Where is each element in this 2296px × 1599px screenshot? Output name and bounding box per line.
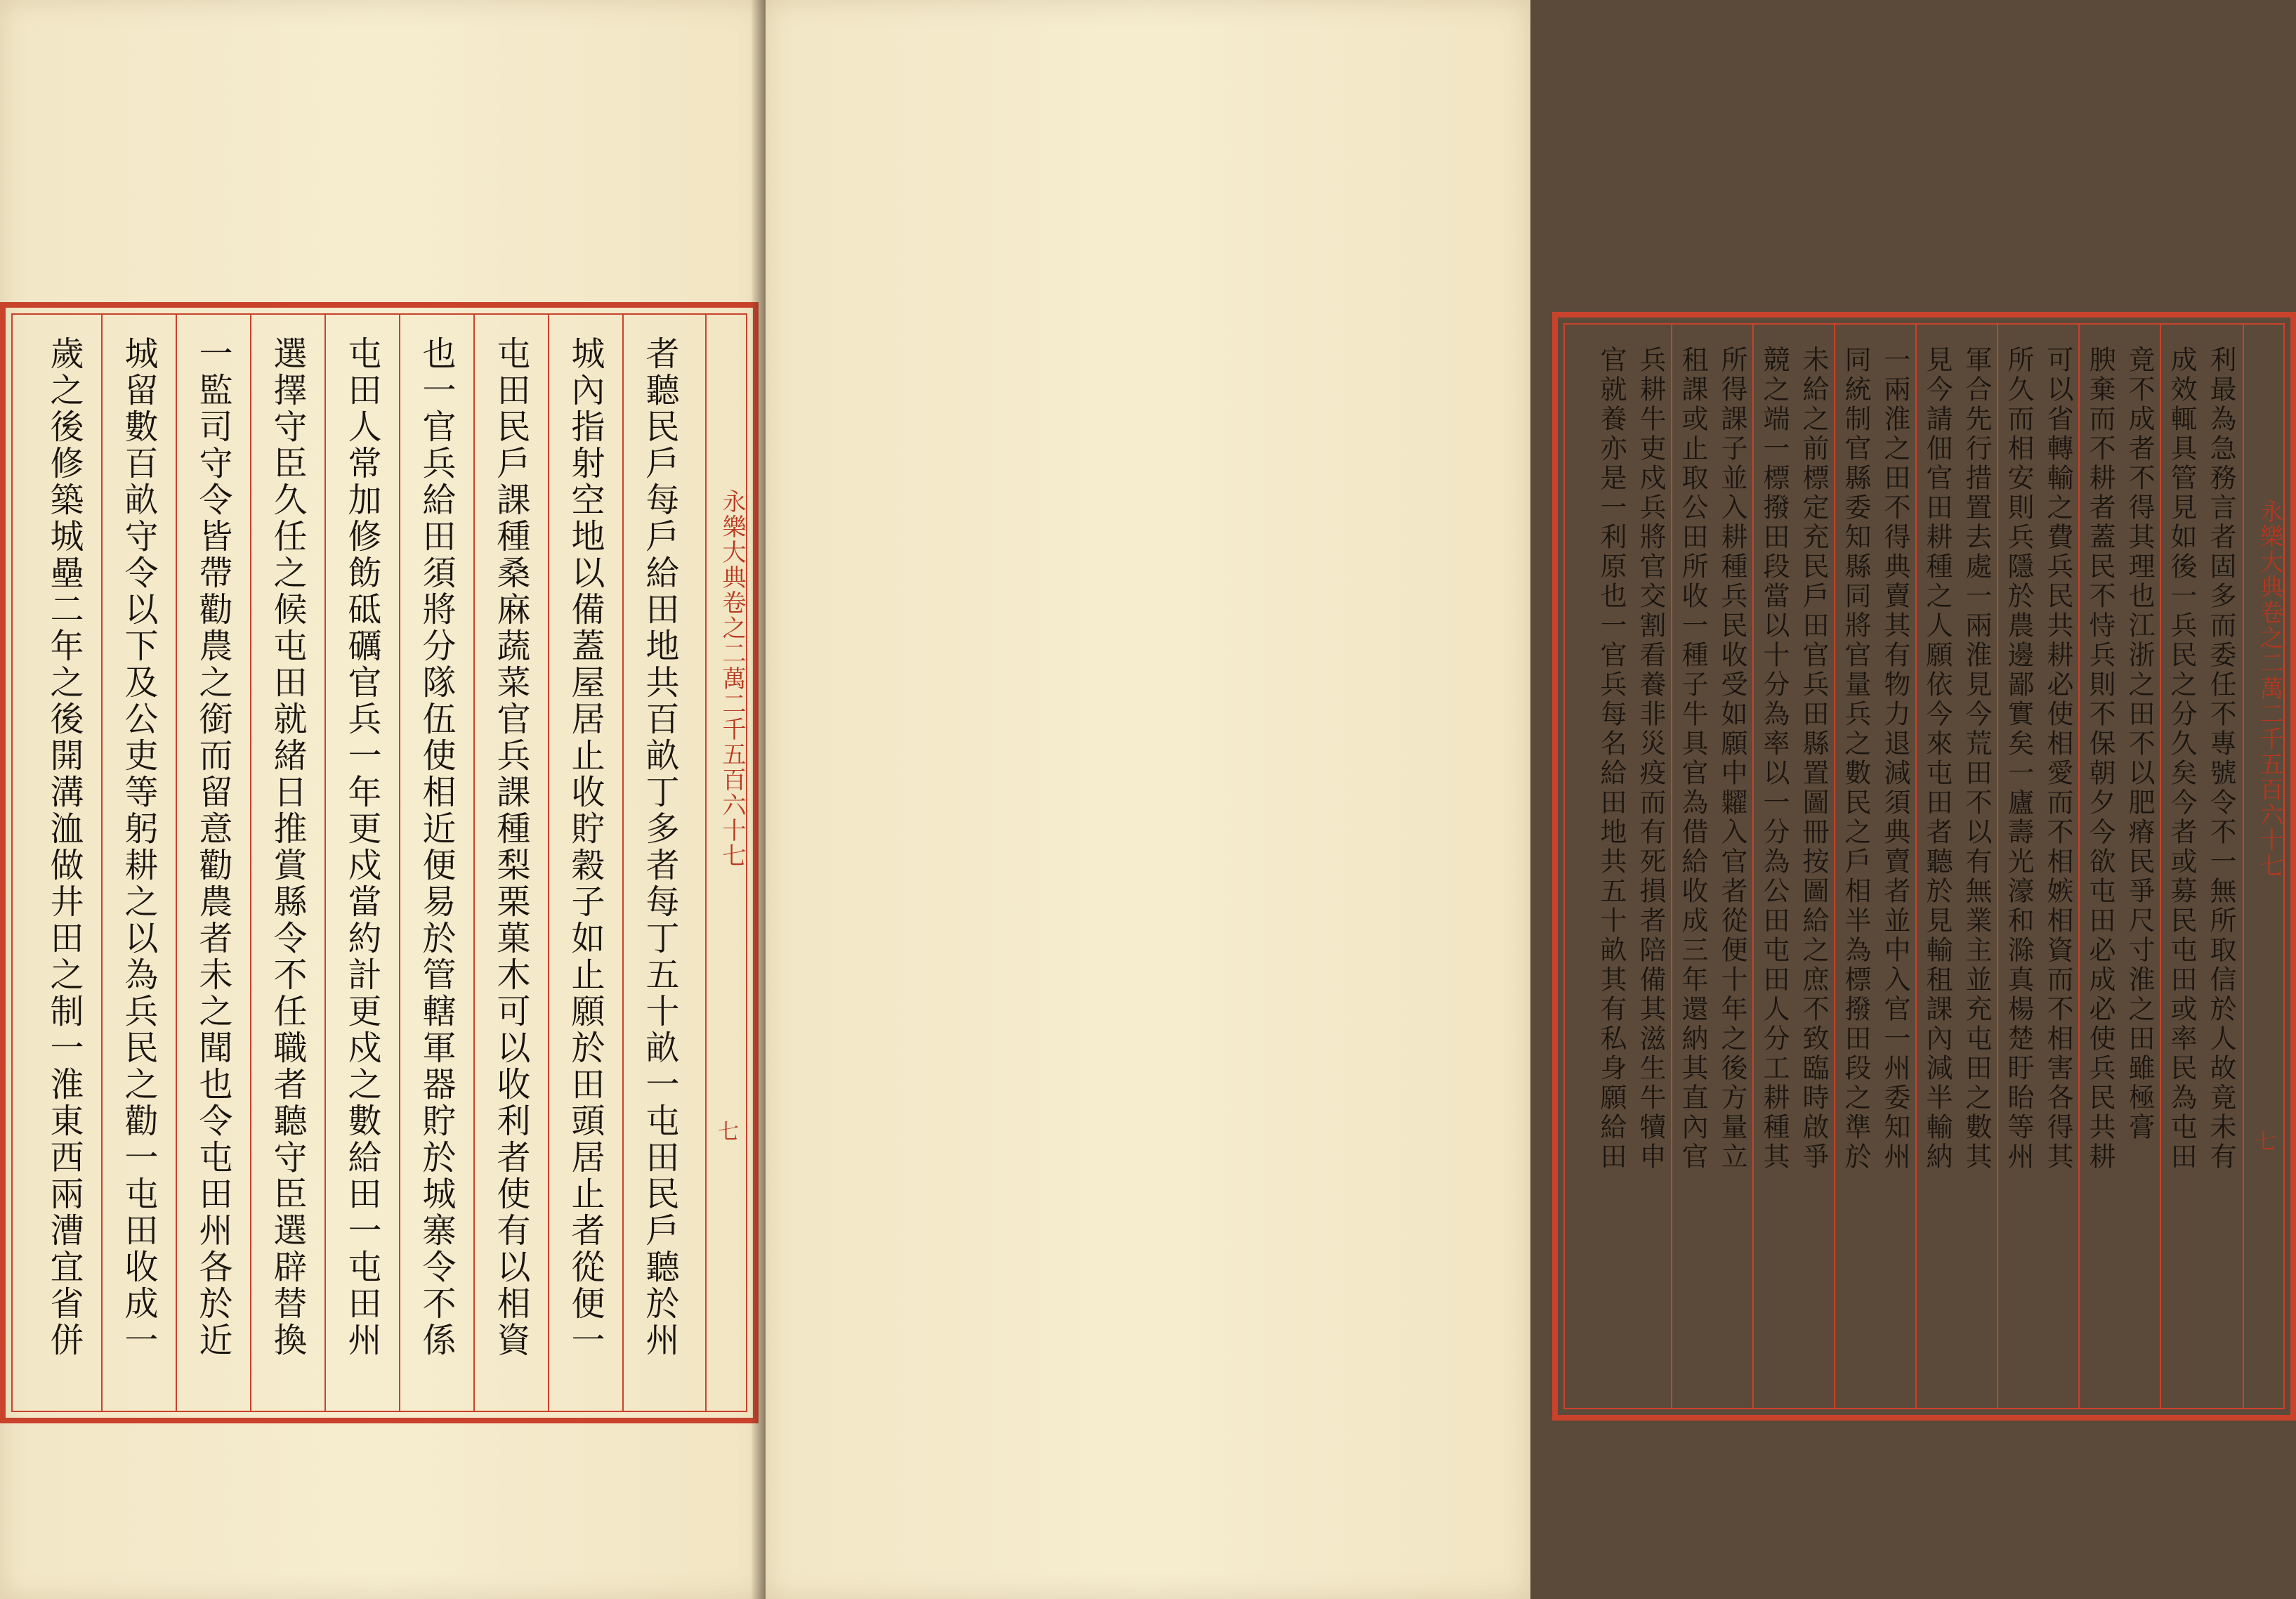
column-text: 未給之前標定充民戶田官兵田縣置圖冊按圖給之庶不致臨時啟爭 (1798, 346, 1829, 1172)
left-page-frame (0, 302, 759, 1423)
right-page-number: 七 (2255, 1130, 2276, 1154)
column-text: 官就養亦是一利原也一官兵每名給田地共五十畝其有私身願給田 (1596, 346, 1627, 1172)
left-page-number: 七 (718, 1120, 739, 1144)
right-column-16 (1592, 330, 1630, 1402)
left-column-6 (250, 320, 324, 1405)
column-rule (2078, 325, 2080, 1408)
column-text: 一監司守令皆帶勸農之銜而留意勸農者未之聞也令屯田州各於近 (193, 336, 232, 1359)
column-rule (473, 315, 475, 1411)
column-rule (324, 315, 326, 1411)
column-text: 屯田人常加修飭砥礪官兵一年更戍當約計更戍之數給田一屯田州 (342, 336, 381, 1359)
column-text: 利最為急務言者固多而委任不專號令不一無所取信於人故竟未有 (2205, 346, 2236, 1172)
right-column-4 (2081, 330, 2119, 1402)
left-page (0, 0, 766, 1599)
right-column-9 (1876, 330, 1914, 1402)
column-text: 可以省轉輸之費兵民共耕必使相愛而不相嫉相資而不相害各得其 (2042, 346, 2073, 1172)
column-rule (1752, 325, 1754, 1408)
right-column-7 (1957, 330, 1995, 1402)
left-column-1 (622, 320, 697, 1405)
right-column-2 (2163, 330, 2200, 1402)
column-text: 也一官兵給田須將分隊伍使相近便易於管轄軍器貯於城寨令不係 (416, 336, 456, 1359)
column-rule (622, 315, 624, 1411)
column-text: 兵耕牛吏戍兵將官交割看養非災疫而有死損者陪備其滋生牛犢申 (1635, 346, 1666, 1172)
column-text: 城內指射空地以備蓋屋居止收貯穀子如止願於田頭居止者從便一 (565, 336, 605, 1359)
right-column-11 (1795, 330, 1832, 1402)
right-column-13 (1713, 330, 1751, 1402)
right-column-3 (2120, 330, 2158, 1402)
column-rule (548, 315, 549, 1411)
left-margin-strip (707, 320, 747, 1405)
column-rule (101, 315, 103, 1411)
left-column-8 (101, 320, 176, 1405)
column-text: 歲之後修築城壘二年之後開溝洫做井田之制一淮東西兩漕宜省併 (44, 336, 84, 1359)
column-text: 城留數百畝守令以下及公吏等躬耕之以為兵民之勸一屯田收成一 (119, 336, 158, 1359)
column-text: 租課或止取公田所收一種子牛具官為借給收成三年還納其直內官 (1677, 346, 1708, 1172)
right-column-8 (1918, 330, 1956, 1402)
column-text: 腴棄而不耕者蓋民不恃兵則不保朝夕今欲屯田必成必使兵民共耕 (2085, 346, 2115, 1172)
column-text: 選擇守臣久任之候屯田就緒日推賞縣令不任職者聽守臣選辟替換 (268, 336, 307, 1359)
column-rule (1834, 325, 1835, 1408)
column-text: 所久而相安則兵隱於農邊鄙實矣一廬壽光濠和滁真楊楚盱眙等州 (2003, 346, 2034, 1172)
column-text: 見今請佃官田耕種之人願依今來屯田者聽於見輸租課內減半輸納 (1922, 346, 1953, 1172)
column-text: 者聽民戶每戶給田地共百畝丁多者每丁五十畝一屯田民戶聽於州 (640, 336, 679, 1359)
left-column-5 (324, 320, 399, 1405)
right-page (766, 0, 2283, 1599)
column-rule (1915, 325, 1917, 1408)
column-rule (2243, 325, 2244, 1408)
column-rule (705, 315, 707, 1411)
column-text: 同統制官縣委知縣同將官量兵之數民之戶相半為標撥田段之準於 (1840, 346, 1871, 1172)
right-column-1 (2202, 330, 2240, 1402)
column-text: 一兩淮之田不得典賣其有物力退減須典賣者並中入官一州委知州 (1880, 346, 1910, 1172)
right-column-10 (1837, 330, 1875, 1402)
column-rule (250, 315, 251, 1411)
column-rule (399, 315, 400, 1411)
left-margin-title: 永樂大典卷之二萬二千五百六十七 (718, 489, 746, 868)
column-rule (2160, 325, 2161, 1408)
right-column-6 (2000, 330, 2038, 1402)
left-column-3 (473, 320, 548, 1405)
column-text: 屯田民戶課種桑麻蔬菜官兵課種梨栗菓木可以收利者使有以相資 (491, 336, 530, 1359)
left-column-4 (399, 320, 473, 1405)
left-column-9 (27, 320, 101, 1405)
left-column-7 (176, 320, 250, 1405)
left-column-2 (548, 320, 622, 1405)
column-text: 競之端一標撥田段當以十分為率以一分為公田屯田人分工耕種其 (1759, 346, 1790, 1172)
column-text: 所得課子並入耕種兵民收受如願中糶入官者從便十年之後方量立 (1717, 346, 1747, 1172)
right-column-12 (1755, 330, 1793, 1402)
column-rule (1997, 325, 1998, 1408)
column-rule (176, 315, 177, 1411)
column-rule (1671, 325, 1672, 1408)
right-margin-strip (2244, 330, 2285, 1402)
right-margin-title: 永樂大典卷之二萬二千五百六十七 (2255, 499, 2283, 878)
right-column-15 (1632, 330, 1669, 1402)
column-text: 竟不成者不得其理也江浙之田不以肥瘠民爭尺寸淮之田雖極膏 (2124, 346, 2155, 1142)
right-page-frame (1552, 312, 2296, 1421)
right-column-14 (1674, 330, 1712, 1402)
column-text: 成效輒具管見如後一兵民之分久矣今者或募民屯田或率民為屯田 (2166, 346, 2197, 1172)
column-text: 軍合先行措置去處一兩淮見今荒田不以有無業主並充屯田之數其 (1961, 346, 1992, 1172)
right-column-5 (2039, 330, 2077, 1402)
